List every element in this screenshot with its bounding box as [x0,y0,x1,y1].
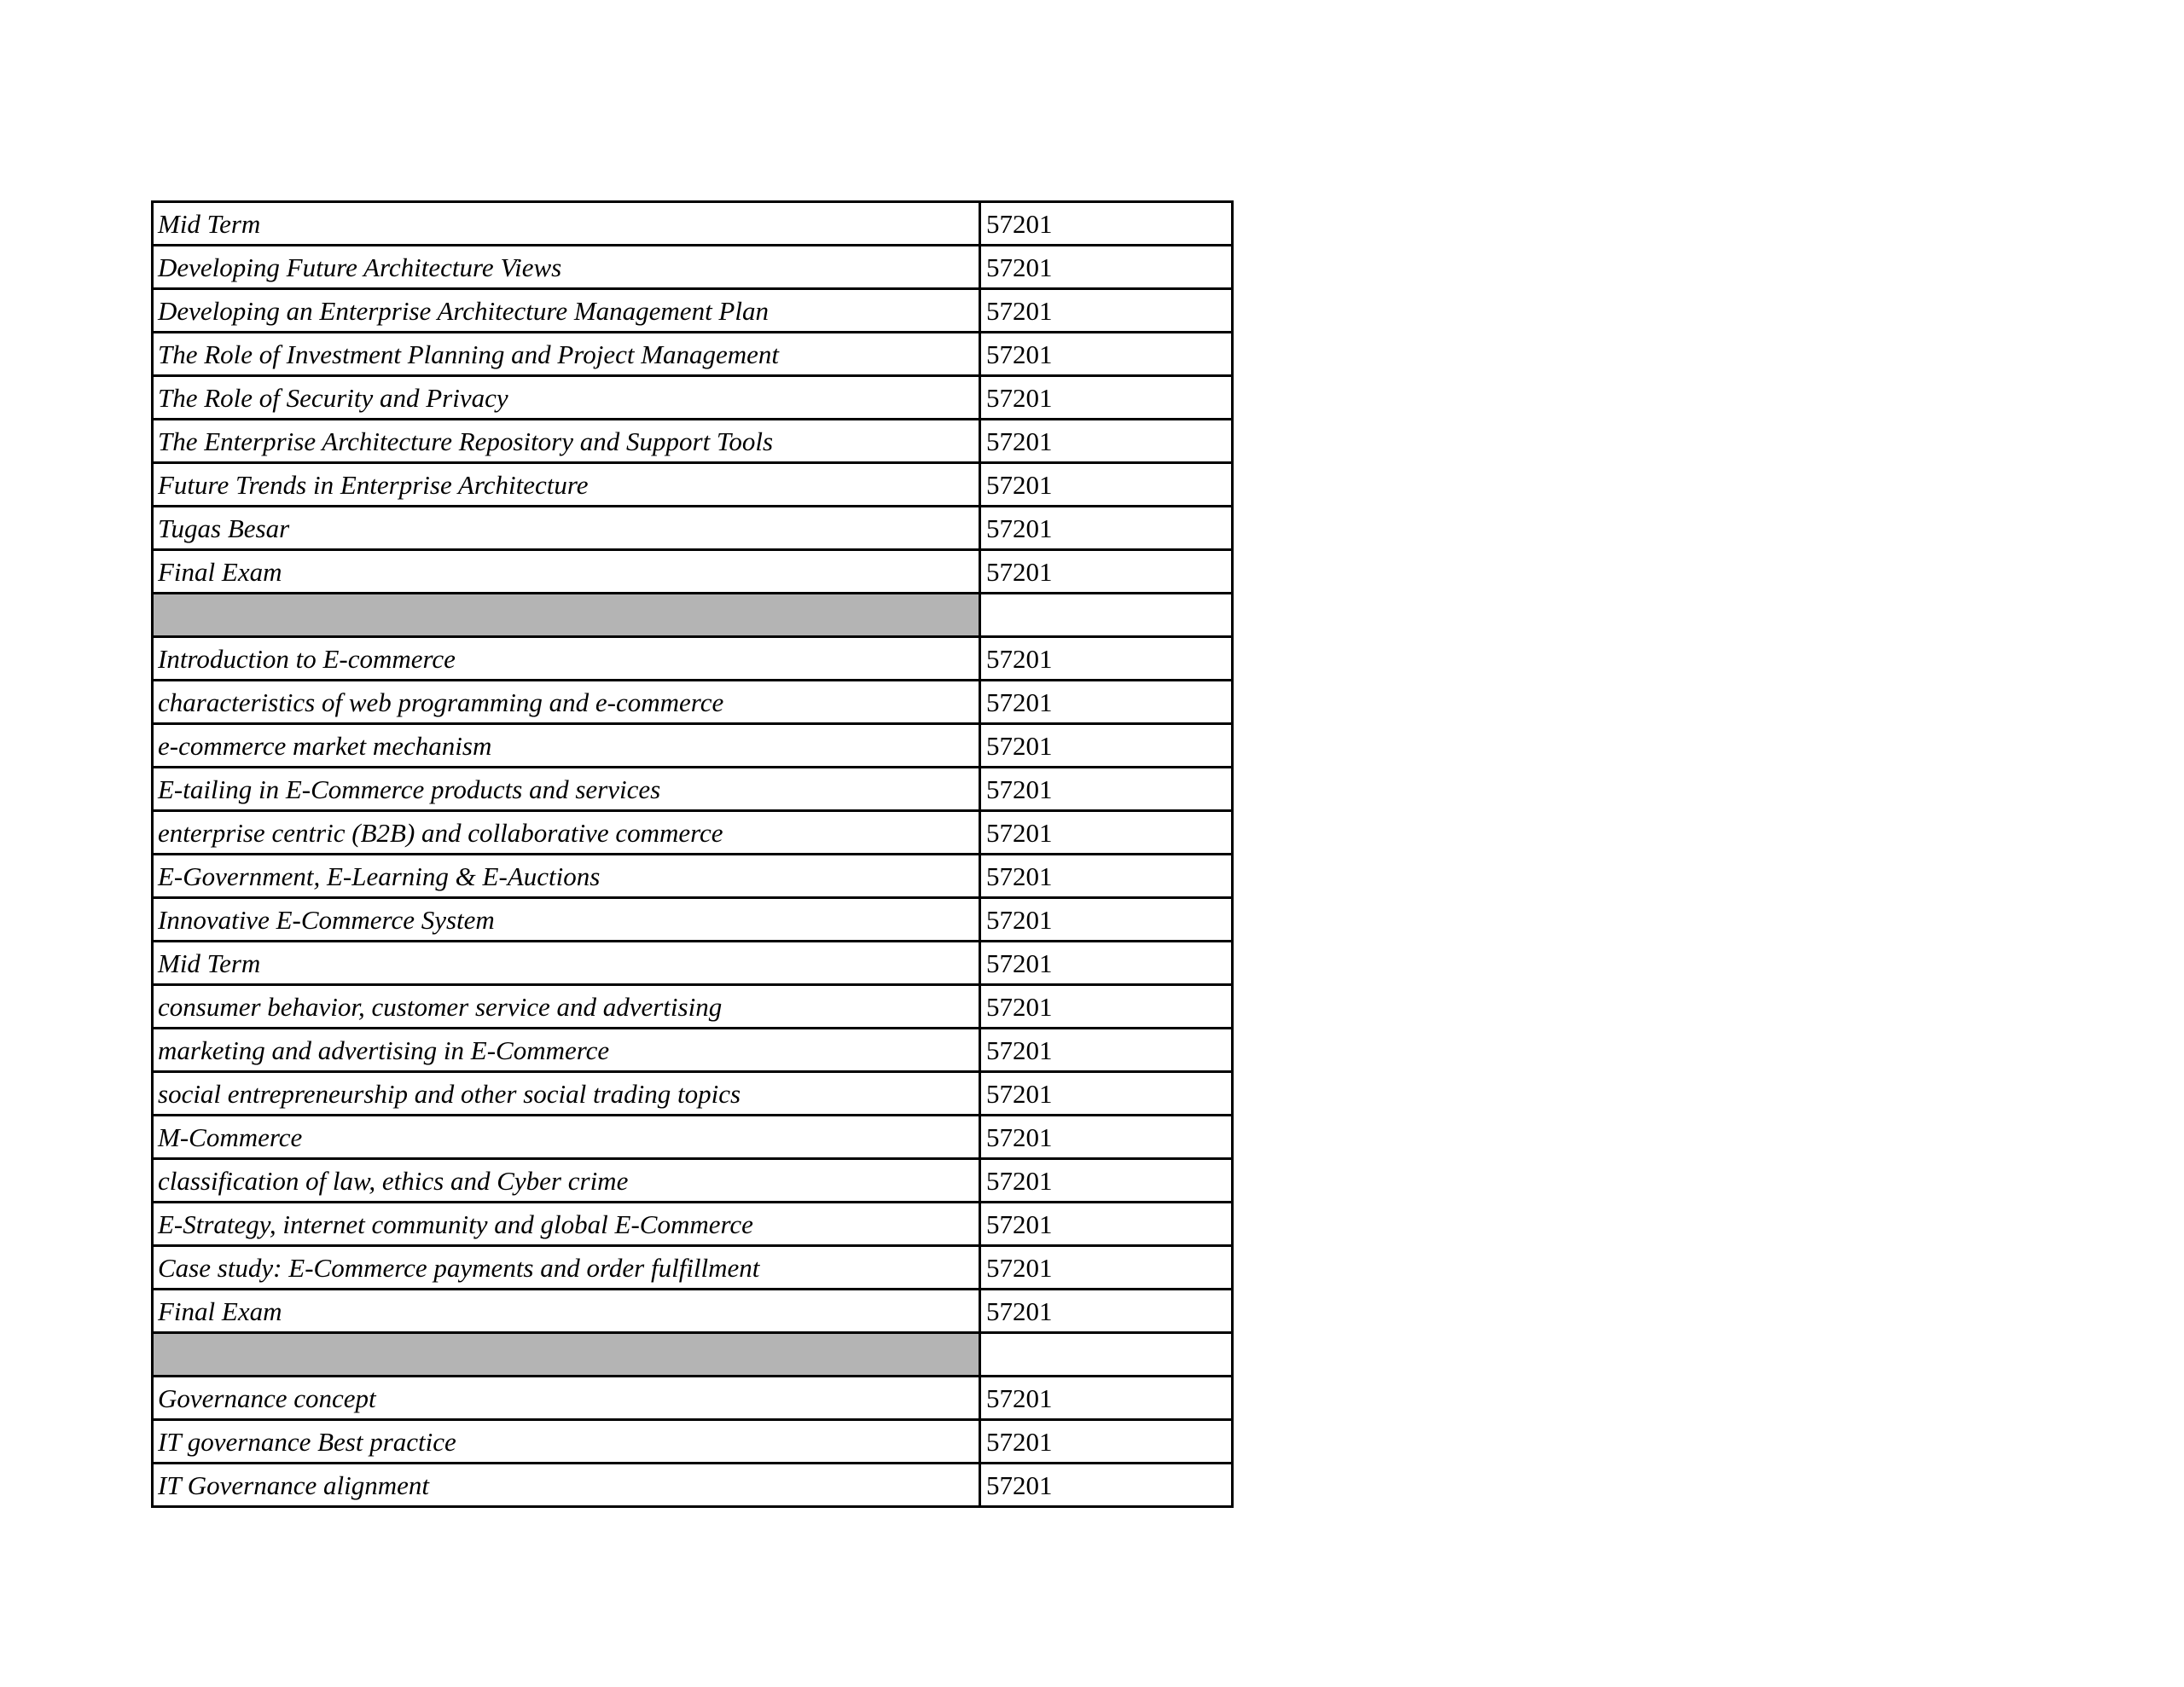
code-cell: 57201 [980,1203,1233,1246]
table-row [153,637,1233,681]
table-row [153,855,1233,898]
topic-cell: Mid Term [153,202,980,246]
table-row [153,1290,1233,1333]
code-cell: 57201 [980,289,1233,333]
separator-cell [153,1333,980,1377]
table-row [153,1377,1233,1420]
code-cell: 57201 [980,1029,1233,1072]
topic-cell: classification of law, ethics and Cyber crime [153,1159,980,1203]
topic-cell: marketing and advertising in E-Commerce [153,1029,980,1072]
code-cell: 57201 [980,1377,1233,1420]
topic-cell: Introduction to E-commerce [153,637,980,681]
code-cell: 57201 [980,333,1233,376]
code-cell: 57201 [980,1072,1233,1116]
topic-cell: social entrepreneurship and other social trading topics [153,1072,980,1116]
code-cell [980,1333,1233,1377]
table-row [153,942,1233,985]
topic-cell: enterprise centric (B2B) and collaborative commerce [153,811,980,855]
separator-cell [153,594,980,637]
topic-cell: Innovative E-Commerce System [153,898,980,942]
table-row [153,507,1233,550]
code-cell: 57201 [980,1246,1233,1290]
code-cell [980,594,1233,637]
topic-cell: M-Commerce [153,1116,980,1159]
code-cell: 57201 [980,724,1233,768]
topic-cell: Final Exam [153,1290,980,1333]
code-cell: 57201 [980,811,1233,855]
code-cell: 57201 [980,376,1233,420]
table-row [153,1464,1233,1507]
topic-cell: The Enterprise Architecture Repository and Support Tools [153,420,980,463]
code-cell: 57201 [980,1420,1233,1464]
code-cell: 57201 [980,768,1233,811]
code-cell: 57201 [980,1159,1233,1203]
topic-cell: Tugas Besar [153,507,980,550]
code-cell: 57201 [980,1290,1233,1333]
table-row [153,202,1233,246]
separator-row [153,594,1233,637]
separator-row [153,1333,1233,1377]
topic-cell: characteristics of web programming and e-commerce [153,681,980,724]
code-cell: 57201 [980,246,1233,289]
table-row [153,246,1233,289]
table-row [153,420,1233,463]
table-row [153,1072,1233,1116]
topic-cell: Governance concept [153,1377,980,1420]
topic-cell: E-tailing in E-Commerce products and services [153,768,980,811]
table-row [153,681,1233,724]
code-cell: 57201 [980,507,1233,550]
code-cell: 57201 [980,1116,1233,1159]
topic-cell: Future Trends in Enterprise Architecture [153,463,980,507]
topic-cell: E-Government, E-Learning & E-Auctions [153,855,980,898]
table-row [153,289,1233,333]
topic-cell: Mid Term [153,942,980,985]
topic-cell: Developing Future Architecture Views [153,246,980,289]
code-cell: 57201 [980,942,1233,985]
code-cell: 57201 [980,898,1233,942]
table-row [153,376,1233,420]
topic-cell: IT governance Best practice [153,1420,980,1464]
topic-cell: consumer behavior, customer service and advertising [153,985,980,1029]
code-cell: 57201 [980,681,1233,724]
topic-cell: E-Strategy, internet community and global E-Commerce [153,1203,980,1246]
table-row [153,550,1233,594]
table-row [153,463,1233,507]
table-row [153,333,1233,376]
code-cell: 57201 [980,550,1233,594]
table-row [153,1116,1233,1159]
table-row [153,1420,1233,1464]
table-row [153,1203,1233,1246]
table-row [153,1159,1233,1203]
table-row [153,898,1233,942]
code-cell: 57201 [980,637,1233,681]
table-row [153,768,1233,811]
table-body [153,202,1233,1507]
topic-cell: IT Governance alignment [153,1464,980,1507]
topic-cell: e-commerce market mechanism [153,724,980,768]
table-row [153,724,1233,768]
table-row [153,1029,1233,1072]
table-row [153,985,1233,1029]
code-cell: 57201 [980,202,1233,246]
code-cell: 57201 [980,420,1233,463]
course-topic-table [151,200,1234,1508]
code-cell: 57201 [980,463,1233,507]
topic-cell: The Role of Security and Privacy [153,376,980,420]
topic-cell: Final Exam [153,550,980,594]
table-row [153,1246,1233,1290]
code-cell: 57201 [980,855,1233,898]
topic-cell: The Role of Investment Planning and Project Management [153,333,980,376]
topic-cell: Developing an Enterprise Architecture Management Plan [153,289,980,333]
code-cell: 57201 [980,1464,1233,1507]
table-row [153,811,1233,855]
code-cell: 57201 [980,985,1233,1029]
topic-cell: Case study: E-Commerce payments and order fulfillment [153,1246,980,1290]
